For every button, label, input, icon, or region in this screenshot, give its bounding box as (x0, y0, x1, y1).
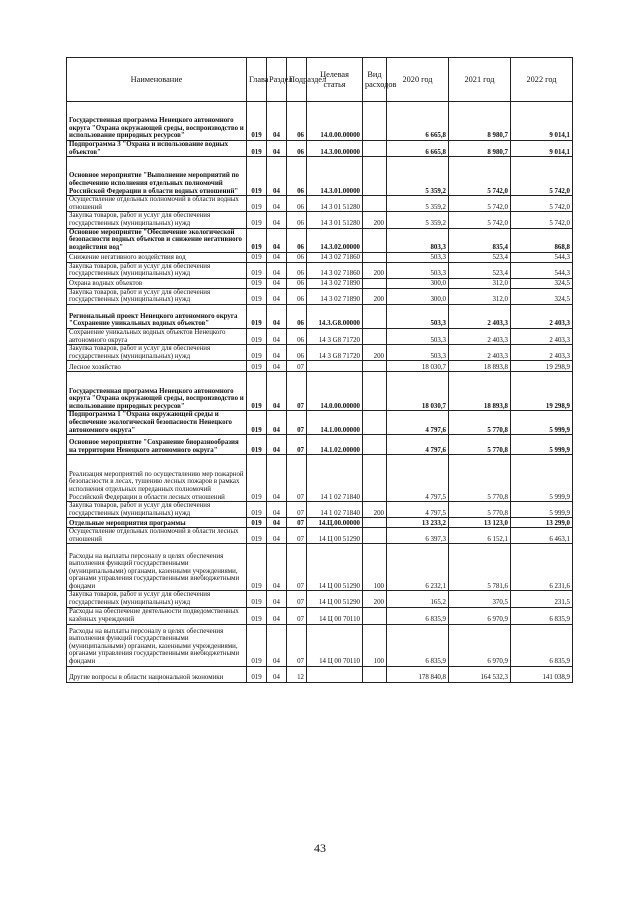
row-value-2022: 2 403,3 (511, 345, 573, 361)
row-glava: 019 (247, 141, 267, 157)
row-value-2020: 178 840,8 (387, 666, 449, 682)
table-row (67, 262, 573, 278)
row-target-code: 14.3.G8.00000 (307, 304, 363, 328)
row-expense-type (363, 411, 387, 435)
table-row (67, 102, 573, 141)
row-value-2020: 6 835,9 (387, 624, 449, 666)
row-value-2022: 6 231,6 (511, 544, 573, 591)
row-glava: 019 (247, 345, 267, 361)
row-glava: 019 (247, 157, 267, 196)
row-glava: 019 (247, 372, 267, 411)
row-value-2022: 19 298,9 (511, 361, 573, 372)
row-value-2021: 13 123,0 (449, 518, 511, 528)
row-value-2022: 141 038,9 (511, 666, 573, 682)
table-row (67, 304, 573, 328)
row-razdel: 04 (267, 212, 287, 228)
row-target-code: 14.1.02.00000 (307, 435, 363, 455)
row-razdel: 04 (267, 328, 287, 344)
row-name: Основное мероприятие "Выполнение мероприятий по обеспечению исполнения отдельных полномочий Российской Федерации в области водных отношений" (67, 157, 247, 196)
row-value-2022: 5 742,0 (511, 212, 573, 228)
row-value-2021: 6 152,1 (449, 528, 511, 544)
header-name: Наименование (67, 58, 247, 102)
row-expense-type: 200 (363, 262, 387, 278)
row-target-code: 14 3 G8 71720 (307, 345, 363, 361)
row-razdel: 04 (267, 157, 287, 196)
row-podrazdel: 07 (287, 435, 307, 455)
row-value-2022: 5 742,0 (511, 196, 573, 212)
row-podrazdel: 06 (287, 262, 307, 278)
row-expense-type: 200 (363, 591, 387, 607)
row-razdel: 04 (267, 196, 287, 212)
row-target-code: 14 3 02 71860 (307, 262, 363, 278)
row-value-2021: 6 970,9 (449, 624, 511, 666)
row-value-2022: 6 835,9 (511, 624, 573, 666)
row-value-2020: 4 797,5 (387, 502, 449, 518)
row-razdel: 04 (267, 528, 287, 544)
table-row (67, 345, 573, 361)
row-target-code: 14 3 G8 71720 (307, 328, 363, 344)
row-value-2021: 523,4 (449, 252, 511, 262)
row-expense-type (363, 141, 387, 157)
row-razdel: 04 (267, 518, 287, 528)
row-expense-type (363, 607, 387, 624)
row-value-2022: 868,8 (511, 228, 573, 252)
row-value-2021: 835,4 (449, 228, 511, 252)
row-target-code: 14 Ц 00 51290 (307, 591, 363, 607)
row-value-2021: 5 770,8 (449, 411, 511, 435)
row-value-2022: 324,5 (511, 278, 573, 288)
row-value-2020: 503,3 (387, 345, 449, 361)
row-expense-type (363, 157, 387, 196)
row-value-2022: 2 403,3 (511, 328, 573, 344)
row-value-2020: 5 359,2 (387, 212, 449, 228)
row-podrazdel: 06 (287, 328, 307, 344)
row-podrazdel: 07 (287, 591, 307, 607)
row-podrazdel: 06 (287, 102, 307, 141)
row-glava: 019 (247, 411, 267, 435)
row-razdel: 04 (267, 228, 287, 252)
row-expense-type (363, 278, 387, 288)
row-value-2020: 18 030,7 (387, 372, 449, 411)
row-razdel: 04 (267, 102, 287, 141)
row-value-2022: 5 999,9 (511, 435, 573, 455)
table-row (67, 328, 573, 344)
row-value-2020: 503,3 (387, 328, 449, 344)
row-value-2020: 165,2 (387, 591, 449, 607)
row-value-2022: 544,3 (511, 262, 573, 278)
row-value-2022: 6 463,1 (511, 528, 573, 544)
row-value-2022: 6 835,9 (511, 607, 573, 624)
row-value-2022: 5 999,9 (511, 455, 573, 502)
row-name: Закупка товаров, работ и услуг для обеспечения государственных (муниципальных) нужд (67, 288, 247, 304)
row-target-code: 14.0.00.00000 (307, 102, 363, 141)
row-target-code: 14.1.00.00000 (307, 411, 363, 435)
row-name: Осуществление отдельных полномочий в области лесных отношений (67, 528, 247, 544)
row-podrazdel: 06 (287, 212, 307, 228)
row-glava: 019 (247, 252, 267, 262)
row-value-2020: 6 232,1 (387, 544, 449, 591)
budget-table (66, 57, 573, 683)
row-value-2022: 544,3 (511, 252, 573, 262)
row-value-2021: 312,0 (449, 278, 511, 288)
row-razdel: 04 (267, 288, 287, 304)
row-glava: 019 (247, 528, 267, 544)
table-row (67, 544, 573, 591)
row-value-2020: 6 665,8 (387, 102, 449, 141)
row-target-code: 14 3 01 51280 (307, 196, 363, 212)
row-value-2020: 300,0 (387, 288, 449, 304)
row-target-code: 14.3.01.00000 (307, 157, 363, 196)
row-podrazdel: 06 (287, 345, 307, 361)
row-podrazdel: 06 (287, 141, 307, 157)
row-value-2022: 2 403,3 (511, 304, 573, 328)
row-name: Лесное хозяйство (67, 361, 247, 372)
row-glava: 019 (247, 304, 267, 328)
row-glava: 019 (247, 666, 267, 682)
row-value-2022: 9 014,1 (511, 102, 573, 141)
row-name: Сохранение уникальных водных объектов Ненецкого автономного округа (67, 328, 247, 344)
table-row (67, 591, 573, 607)
table-row (67, 141, 573, 157)
row-expense-type (363, 372, 387, 411)
row-glava: 019 (247, 196, 267, 212)
row-razdel: 04 (267, 141, 287, 157)
row-expense-type: 200 (363, 345, 387, 361)
row-target-code: 14 1 02 71840 (307, 502, 363, 518)
row-name: Основное мероприятие "Обеспечение экологической безопасности водных объектов и снижение негативного воздействия вод" (67, 228, 247, 252)
row-razdel: 04 (267, 411, 287, 435)
row-value-2021: 8 980,7 (449, 102, 511, 141)
row-expense-type (363, 435, 387, 455)
row-name: Отдельные мероприятия программы (67, 518, 247, 528)
row-expense-type: 100 (363, 624, 387, 666)
row-value-2020: 6 397,3 (387, 528, 449, 544)
row-target-code: 14.0.00.00000 (307, 372, 363, 411)
row-glava: 019 (247, 212, 267, 228)
row-name: Закупка товаров, работ и услуг для обеспечения государственных (муниципальных) нужд (67, 502, 247, 518)
row-target-code: 14 Ц 00 70110 (307, 607, 363, 624)
row-value-2020: 300,0 (387, 278, 449, 288)
row-target-code: 14 3 02 71890 (307, 278, 363, 288)
row-razdel: 04 (267, 252, 287, 262)
table-row (67, 252, 573, 262)
row-name: Государственная программа Ненецкого автономного округа "Охрана окружающей среды, воспроизводство и использование природных ресурсов" (67, 372, 247, 411)
row-razdel: 04 (267, 455, 287, 502)
row-razdel: 04 (267, 262, 287, 278)
row-target-code: 14 3 01 51280 (307, 212, 363, 228)
row-target-code: 14.Ц.00.00000 (307, 518, 363, 528)
row-value-2021: 8 980,7 (449, 141, 511, 157)
row-glava: 019 (247, 624, 267, 666)
row-name: Снижение негативного воздействия вод (67, 252, 247, 262)
table-row (67, 278, 573, 288)
row-value-2021: 5 770,8 (449, 502, 511, 518)
row-podrazdel: 07 (287, 502, 307, 518)
row-glava: 019 (247, 591, 267, 607)
header-2021: 2021 год (449, 58, 511, 102)
row-value-2020: 13 233,2 (387, 518, 449, 528)
table-row (67, 411, 573, 435)
row-name: Государственная программа Ненецкого автономного округа "Охрана окружающей среды, воспроизводство и использование природных ресурсов" (67, 102, 247, 141)
row-expense-type: 200 (363, 212, 387, 228)
row-podrazdel: 07 (287, 544, 307, 591)
row-razdel: 04 (267, 591, 287, 607)
row-value-2021: 523,4 (449, 262, 511, 278)
row-name: Расходы на обеспечение деятельности подведомственных казённых учреждений (67, 607, 247, 624)
row-razdel: 04 (267, 666, 287, 682)
row-value-2021: 2 403,3 (449, 304, 511, 328)
row-target-code: 14 Ц 00 51290 (307, 544, 363, 591)
row-glava: 019 (247, 518, 267, 528)
row-podrazdel: 07 (287, 624, 307, 666)
row-podrazdel: 06 (287, 228, 307, 252)
row-razdel: 04 (267, 361, 287, 372)
table-row (67, 666, 573, 682)
row-target-code: 14 1 02 71840 (307, 455, 363, 502)
row-expense-type (363, 455, 387, 502)
table-row (67, 228, 573, 252)
row-value-2022: 5 742,0 (511, 157, 573, 196)
row-value-2021: 5 770,8 (449, 435, 511, 455)
row-razdel: 04 (267, 435, 287, 455)
table-row (67, 196, 573, 212)
row-name: Закупка товаров, работ и услуг для обеспечения государственных (муниципальных) нужд (67, 345, 247, 361)
row-target-code (307, 361, 363, 372)
row-podrazdel: 06 (287, 278, 307, 288)
row-value-2021: 370,5 (449, 591, 511, 607)
row-glava: 019 (247, 102, 267, 141)
row-value-2021: 5 742,0 (449, 196, 511, 212)
row-value-2020: 4 797,5 (387, 455, 449, 502)
row-value-2020: 503,3 (387, 262, 449, 278)
row-name: Подпрограмма 3 "Охрана и использование водных объектов" (67, 141, 247, 157)
row-value-2020: 503,3 (387, 252, 449, 262)
row-razdel: 04 (267, 502, 287, 518)
row-expense-type (363, 528, 387, 544)
row-glava: 019 (247, 228, 267, 252)
row-podrazdel: 07 (287, 518, 307, 528)
row-expense-type: 200 (363, 288, 387, 304)
header-2022: 2022 год (511, 58, 573, 102)
row-target-code: 14 Ц 00 70110 (307, 624, 363, 666)
row-value-2022: 19 298,9 (511, 372, 573, 411)
row-podrazdel: 07 (287, 607, 307, 624)
row-value-2021: 5 781,6 (449, 544, 511, 591)
table-row (67, 455, 573, 502)
table-row (67, 157, 573, 196)
row-glava: 019 (247, 361, 267, 372)
row-value-2020: 803,3 (387, 228, 449, 252)
row-expense-type: 100 (363, 544, 387, 591)
row-name: Закупка товаров, работ и услуг для обеспечения государственных (муниципальных) нужд (67, 212, 247, 228)
row-razdel: 04 (267, 544, 287, 591)
row-target-code: 14.3.02.00000 (307, 228, 363, 252)
row-name: Расходы на выплаты персоналу в целях обеспечения выполнения функций государственными (муниципальными) органами, казенными учреждениями, органами управления государственными внебюджетными фондами (67, 624, 247, 666)
row-podrazdel: 06 (287, 304, 307, 328)
row-podrazdel: 06 (287, 252, 307, 262)
row-expense-type (363, 196, 387, 212)
row-podrazdel: 12 (287, 666, 307, 682)
header-2020: 2020 год (387, 58, 449, 102)
row-value-2020: 4 797,6 (387, 435, 449, 455)
row-name: Закупка товаров, работ и услуг для обеспечения государственных (муниципальных) нужд (67, 591, 247, 607)
row-podrazdel: 06 (287, 288, 307, 304)
row-name: Закупка товаров, работ и услуг для обеспечения государственных (муниципальных) нужд (67, 262, 247, 278)
row-glava: 019 (247, 278, 267, 288)
row-value-2021: 164 532,3 (449, 666, 511, 682)
row-value-2020: 6 665,8 (387, 141, 449, 157)
row-value-2021: 5 742,0 (449, 157, 511, 196)
header-glava: Глава (247, 58, 267, 102)
row-value-2021: 18 893,8 (449, 372, 511, 411)
row-value-2020: 5 359,2 (387, 157, 449, 196)
row-expense-type (363, 666, 387, 682)
row-name: Региональный проект Ненецкого автономного округа "Сохранение уникальных водных объектов" (67, 304, 247, 328)
row-value-2021: 5 770,8 (449, 455, 511, 502)
table-row (67, 607, 573, 624)
row-expense-type (363, 102, 387, 141)
row-expense-type (363, 228, 387, 252)
row-name: Расходы на выплаты персоналу в целях обеспечения выполнения функций государственными (муниципальными) органами, казенными учреждениями, органами управления государственными внебюджетными фондами (67, 544, 247, 591)
row-value-2020: 4 797,6 (387, 411, 449, 435)
header-podrazdel: Подраздел (287, 58, 307, 102)
row-target-code: 14 3 02 71890 (307, 288, 363, 304)
row-name: Подпрограмма 1 "Охрана окружающей среды и обеспечение экологической безопасности Ненецкого автономного округа" (67, 411, 247, 435)
row-value-2022: 13 299,0 (511, 518, 573, 528)
row-expense-type (363, 252, 387, 262)
row-value-2020: 503,3 (387, 304, 449, 328)
row-name: Другие вопросы в области национальной экономики (67, 666, 247, 682)
row-podrazdel: 07 (287, 411, 307, 435)
row-podrazdel: 06 (287, 196, 307, 212)
row-glava: 019 (247, 328, 267, 344)
row-target-code: 14.3.00.00000 (307, 141, 363, 157)
row-value-2020: 6 835,9 (387, 607, 449, 624)
table-row (67, 361, 573, 372)
row-value-2021: 18 893,8 (449, 361, 511, 372)
row-glava: 019 (247, 288, 267, 304)
row-name: Реализация мероприятий по осуществлению мер пожарной безопасности в лесах, тушению лесных пожаров в рамках исполнения отдельных переданных полномочий Российской Федерации в области лесных отношений (67, 455, 247, 502)
row-razdel: 04 (267, 345, 287, 361)
row-value-2021: 2 403,3 (449, 345, 511, 361)
row-razdel: 04 (267, 372, 287, 411)
row-podrazdel: 07 (287, 528, 307, 544)
table-row (67, 212, 573, 228)
row-target-code: 14 Ц 00 51290 (307, 528, 363, 544)
row-expense-type (363, 304, 387, 328)
page-number: 43 (314, 841, 326, 855)
row-name: Осуществление отдельных полномочий в области водных отношений (67, 196, 247, 212)
header-target: Целевая статья (307, 58, 363, 102)
row-razdel: 04 (267, 278, 287, 288)
row-razdel: 04 (267, 624, 287, 666)
table-row (67, 502, 573, 518)
row-value-2022: 9 014,1 (511, 141, 573, 157)
table-row (67, 528, 573, 544)
row-razdel: 04 (267, 304, 287, 328)
table-row (67, 435, 573, 455)
table-row (67, 372, 573, 411)
row-glava: 019 (247, 502, 267, 518)
row-target-code (307, 666, 363, 682)
row-value-2021: 5 742,0 (449, 212, 511, 228)
row-glava: 019 (247, 607, 267, 624)
header-razdel: Раздел (267, 58, 287, 102)
row-glava: 019 (247, 262, 267, 278)
row-value-2021: 312,0 (449, 288, 511, 304)
table-body (67, 102, 573, 683)
table-row (67, 288, 573, 304)
row-glava: 019 (247, 455, 267, 502)
row-expense-type (363, 328, 387, 344)
row-razdel: 04 (267, 607, 287, 624)
row-target-code: 14 3 02 71860 (307, 252, 363, 262)
row-podrazdel: 07 (287, 372, 307, 411)
row-name: Охрана водных объектов (67, 278, 247, 288)
row-value-2020: 5 359,2 (387, 196, 449, 212)
row-value-2022: 5 999,9 (511, 411, 573, 435)
row-value-2021: 2 403,3 (449, 328, 511, 344)
row-value-2022: 231,5 (511, 591, 573, 607)
row-glava: 019 (247, 544, 267, 591)
row-expense-type (363, 518, 387, 528)
row-name: Основное мероприятие "Сохранение биоразнообразия на территории Ненецкого автономного округа" (67, 435, 247, 455)
row-podrazdel: 06 (287, 157, 307, 196)
table-row (67, 624, 573, 666)
table-row (67, 518, 573, 528)
row-value-2022: 324,5 (511, 288, 573, 304)
row-value-2021: 6 970,9 (449, 607, 511, 624)
row-value-2022: 5 999,9 (511, 502, 573, 518)
table-header-row (67, 58, 573, 102)
header-vid: Вид расходов (363, 58, 387, 102)
row-value-2020: 18 030,7 (387, 361, 449, 372)
row-podrazdel: 07 (287, 455, 307, 502)
row-expense-type (363, 361, 387, 372)
row-expense-type: 200 (363, 502, 387, 518)
row-glava: 019 (247, 435, 267, 455)
row-podrazdel: 07 (287, 361, 307, 372)
